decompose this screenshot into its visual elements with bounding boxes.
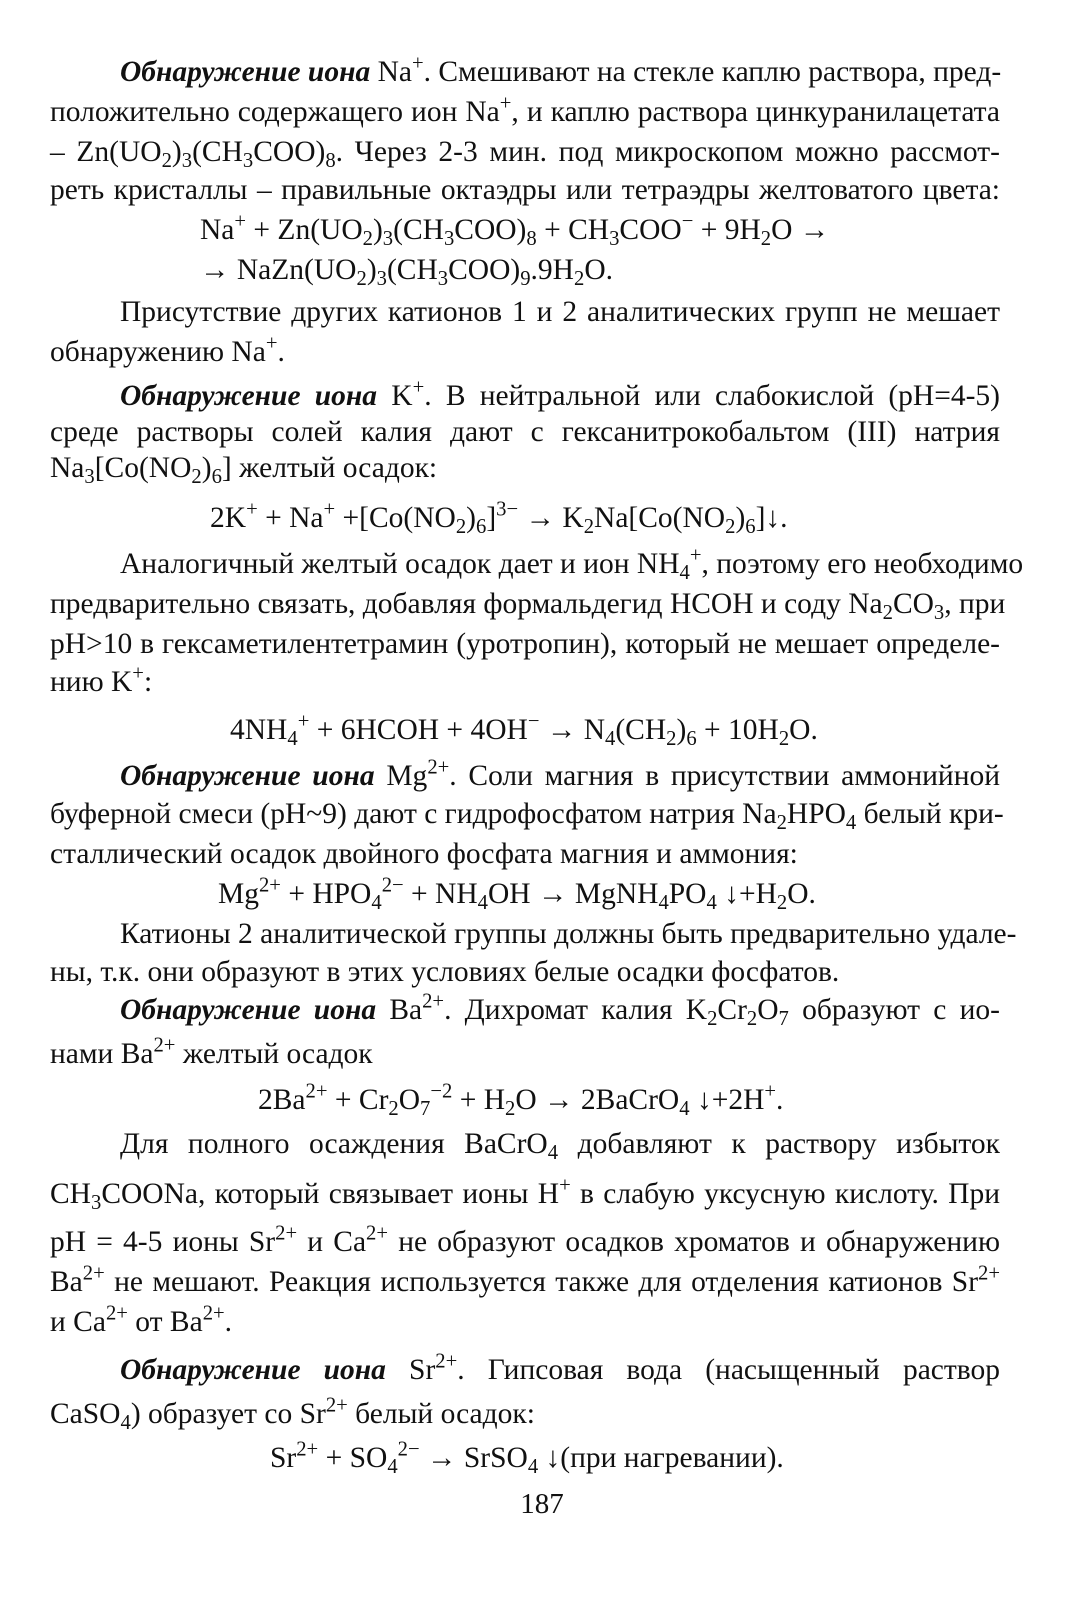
section-mg-line-2: буферной смеси (pH~9) дают с гидрофосфатом натрия $Na_2HPO_4$ белый кри- xyxy=(50,798,1004,835)
paragraph-line: обнаружению Na+. xyxy=(50,332,285,368)
section-heading: Обнаружение иона xyxy=(120,1354,386,1386)
section-mg-line-3: сталлический осадок двойного фосфата магния и аммония: xyxy=(50,838,798,870)
paragraph-line: Присутствие других катионов 1 и 2 аналитических групп не мешает xyxy=(120,296,1000,328)
paragraph-line: pH = 4-5 ионы $Sr^{2+}$ и $Ca^{2+}$ не образуют осадков хроматов и обнаружению xyxy=(50,1222,1001,1258)
paragraph-line: ны, т.к. они образуют в этих условиях белые осадки фосфатов. xyxy=(50,956,840,988)
page-number: 187 xyxy=(520,1488,564,1520)
equation: $2K^+ + Na^+ +[Co(NO_2)_6]^{3-}$ → $K_2Na[Co(NO_2)_6]↓$. xyxy=(210,498,788,539)
section-heading: Обнаружение иона xyxy=(120,380,378,412)
equation: $Mg^{2+} + HPO_4^{2-} + NH_4OH$ → $MgNH_4PO_4$ $↓+H_2O$. xyxy=(218,874,816,915)
section-k-line-3: $Na_3[Co(NO_2)_6]$ желтый осадок: xyxy=(50,452,438,489)
section-heading: Обнаружение иона xyxy=(120,56,371,88)
paragraph-line: предварительно связать, добавляя формальдегид HCOH и соду $Na_2CO_3$, при xyxy=(50,588,1006,625)
section-heading: Обнаружение иона xyxy=(120,760,375,792)
section-na-line-4: реть кристаллы – правильные октаэдры или тетраэдры желтоватого цвета: xyxy=(50,174,1000,206)
equation: $4NH_4^+$ + 6HCOH + $4OH^- \to N_4(CH_2)_6 + 10H_2O$. xyxy=(230,710,818,751)
section-ba-line-1: Обнаружение иона $Ba^{2+}$. Дихромат калия $K_2Cr_2O_7$ образуют с ио- xyxy=(120,990,1000,1031)
paragraph-line: Аналогичный желтый осадок дает и ион $NH_4^+$, поэтому его необходимо xyxy=(120,544,1024,585)
section-na-line-2: положительно содержащего ион Na+, и каплю раствора цинкуранилацетата xyxy=(50,92,1000,128)
section-sr-line-2: CaSO$_4$) образует со $Sr^{2+}$ белый осадок: xyxy=(50,1394,535,1435)
section-na-line-3: – $Zn(UO_2)_3(CH_3COO)_8$. Через 2-3 мин. под микроскопом можно рассмот- xyxy=(50,136,1000,173)
section-sr-line-1: Обнаружение иона $Sr^{2+}$. Гипсовая вода (насыщенный раствор xyxy=(120,1350,1000,1386)
section-heading: Обнаружение иона xyxy=(120,994,377,1026)
paragraph-line: pH>10 в гексаметилентетрамин (уротропин), который не мешает определе- xyxy=(50,628,1000,660)
paragraph-line: и $Ca^{2+}$ от $Ba^{2+}$. xyxy=(50,1302,233,1338)
equation: → $NaZn(UO_2)_3(CH_3COO)_9.9H_2O$. xyxy=(200,254,613,291)
equation: $2Ba^{2+} + Cr_2O_7^{-2} + H_2O$ → 2BaCrO$_4$ ↓+2H+. xyxy=(258,1080,784,1121)
section-mg-line-1: Обнаружение иона $Mg^{2+}$. Соли магния в присутствии аммонийной xyxy=(120,756,1001,792)
section-k-line-2: среде растворы солей калия дают с гексанитрокобальтом (III) натрия xyxy=(50,416,1000,448)
paragraph-line: нию K+: xyxy=(50,662,153,698)
paragraph-line: $CH_3COONa$, который связывает ионы H+ в слабую уксусную кислоту. При xyxy=(50,1174,1000,1215)
equation: $Sr^{2+} + SO_4^{2-}$ → SrSO$_4$ ↓(при нагревании). xyxy=(270,1438,784,1479)
paragraph-line: $Ba^{2+}$ не мешают. Реакция используется также для отделения катионов $Sr^{2+}$ xyxy=(50,1262,1000,1298)
paragraph-line: Для полного осаждения BaCrO$_4$ добавляют к раствору избыток xyxy=(120,1128,1001,1165)
equation: $Na^+ + Zn(UO_2)_3(CH_3COO)_8 + CH_3COO^- + 9H_2O$ → xyxy=(200,210,830,251)
section-ba-line-2: нами $Ba^{2+}$ желтый осадок xyxy=(50,1034,373,1070)
section-k-line-1: Обнаружение иона K+. В нейтральной или слабокислой (pH=4-5) xyxy=(120,376,1001,412)
section-na-line-1: Обнаружение иона Na+. Смешивают на стекле каплю раствора, пред- xyxy=(120,52,1002,88)
paragraph-line: Катионы 2 аналитической группы должны быть предварительно удале- xyxy=(120,918,1017,950)
